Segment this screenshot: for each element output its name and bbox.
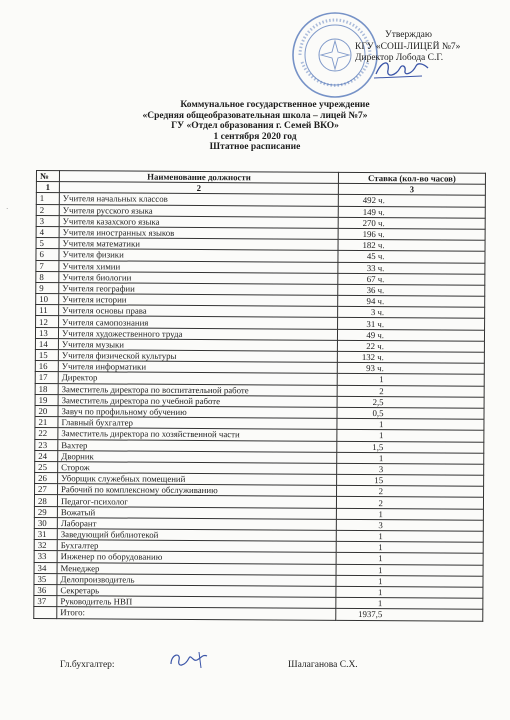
position-name: Главный бухгалтер: [58, 417, 337, 430]
rate-value: 1: [337, 374, 484, 386]
row-number: 17: [35, 372, 58, 383]
row-number: 27: [35, 484, 58, 495]
staff-schedule-table: [33, 170, 486, 621]
table-total-row: [34, 607, 483, 621]
rate-value: 1,5: [337, 441, 484, 453]
row-number: 31: [34, 528, 57, 539]
document-header: [0, 100, 510, 153]
column-header-number: №: [36, 171, 59, 182]
rate-value: 1: [337, 452, 484, 464]
position-name: Заведующий библиотекой: [57, 529, 336, 542]
rate-value: 0,5: [337, 407, 484, 419]
rate-value: 2,5: [337, 396, 484, 408]
rate-value: 45 ч.: [338, 251, 485, 263]
rate-value: 1: [336, 553, 483, 565]
rate-value: 31 ч.: [338, 318, 485, 330]
row-number: 36: [34, 584, 57, 595]
row-number: 18: [35, 383, 58, 394]
row-number: 33: [34, 551, 57, 562]
row-number: 24: [35, 450, 58, 461]
position-name: Сторож: [58, 462, 337, 475]
position-name: Учителя музыки: [58, 338, 337, 351]
row-number: 2: [36, 204, 59, 215]
row-number: 35: [34, 573, 57, 584]
position-name: Учителя химии: [59, 260, 338, 273]
header-institution-type: Коммунальное государственное учреждение: [180, 100, 370, 110]
rate-value: 49 ч.: [337, 329, 484, 341]
row-number: 6: [36, 249, 59, 260]
position-name: Завуч по профильному обучению: [58, 406, 337, 419]
header-date: 1 сентября 2020 год: [213, 131, 297, 142]
row-number: 1: [36, 193, 59, 204]
row-number: 10: [36, 294, 59, 305]
footer-accountant-label: Гл.бухгалтер:: [60, 660, 115, 670]
position-name: Учителя географии: [59, 283, 338, 296]
rate-value: 132 ч.: [337, 351, 484, 363]
total-value: 1937,5: [336, 609, 483, 621]
row-number: 23: [35, 439, 58, 450]
position-name: Учителя художественного труда: [58, 327, 337, 340]
row-number: 22: [35, 428, 58, 439]
row-number: 11: [36, 305, 59, 316]
position-name: Секретарь: [57, 585, 336, 598]
row-number: 19: [35, 394, 58, 405]
row-number: 14: [35, 338, 58, 349]
accountant-signature: [165, 648, 215, 674]
row-number: 32: [34, 540, 57, 551]
rate-value: 3 ч.: [338, 307, 485, 319]
approval-organization: КГУ «СОШ-ЛИЦЕЙ №7»: [355, 41, 461, 52]
row-number: 20: [35, 405, 58, 416]
row-number: 25: [35, 461, 58, 472]
rate-value: 33 ч.: [338, 262, 485, 274]
total-label: Итого:: [57, 607, 336, 620]
rate-value: 2: [336, 497, 483, 509]
position-name: Учителя математики: [59, 238, 338, 251]
position-name: Директор: [58, 372, 337, 385]
position-name: Менеджер: [57, 562, 336, 575]
rate-value: 1: [336, 564, 483, 576]
position-name: Учителя иностранных языков: [59, 227, 338, 240]
position-name: Учителя основы права: [59, 305, 338, 318]
column-header-position: Наименование должности: [59, 171, 338, 184]
position-name: Учителя казахского языка: [59, 215, 338, 228]
rate-value: 1: [337, 430, 484, 442]
row-number: 9: [36, 282, 59, 293]
rate-value: 196 ч.: [338, 228, 485, 240]
row-number: 34: [34, 562, 57, 573]
footer-accountant-name: Шалаганова С.Х.: [288, 660, 358, 670]
row-number: 29: [34, 506, 57, 517]
position-name: Учителя физики: [59, 249, 338, 262]
position-name: Учителя биологии: [59, 271, 338, 284]
column-number-1: 1: [36, 182, 59, 193]
approval-director: Директор Лобода С.Г.: [355, 53, 444, 63]
rate-value: 270 ч.: [338, 217, 485, 229]
row-number: 37: [34, 596, 57, 607]
position-name: Учителя начальных классов: [59, 193, 338, 206]
row-number: 5: [36, 238, 59, 249]
position-name: Руководитель НВП: [57, 596, 336, 609]
row-number: 13: [35, 327, 58, 338]
rate-value: 1: [336, 597, 483, 609]
position-name: Учителя информатики: [58, 361, 337, 374]
position-name: Вожатый: [57, 506, 336, 519]
rate-value: 149 ч.: [338, 206, 485, 218]
rate-value: 1: [337, 418, 484, 430]
position-name: Заместитель директора по хозяйственной части: [58, 428, 337, 441]
row-number: 8: [36, 271, 59, 282]
rate-value: 15: [337, 474, 484, 486]
row-number: 21: [35, 417, 58, 428]
position-name: Делопроизводитель: [57, 573, 336, 586]
position-name: Учителя русского языка: [59, 204, 338, 217]
rate-value: 1: [336, 508, 483, 520]
position-name: Рабочий по комплексному обслуживанию: [58, 484, 337, 497]
column-header-rate: Ставка (кол-во часов): [338, 172, 485, 184]
margin-mark: ·: [6, 205, 9, 213]
rate-value: 1: [336, 586, 483, 598]
rate-value: 93 ч.: [337, 363, 484, 375]
column-number-3: 3: [338, 184, 485, 196]
position-name: Учителя самопознания: [59, 316, 338, 329]
position-name: Вахтер: [58, 439, 337, 452]
column-number-2: 2: [59, 182, 338, 195]
position-name: Учителя истории: [59, 294, 338, 307]
position-name: Заместитель директора по учебной работе: [58, 394, 337, 407]
header-school-name: «Средняя общеобразовательная школа – лицей №7»: [142, 110, 368, 121]
rate-value: 1: [336, 575, 483, 587]
rate-value: 182 ч.: [338, 239, 485, 251]
rate-value: 2: [337, 486, 484, 498]
position-name: Лаборант: [57, 517, 336, 530]
rate-value: 36 ч.: [338, 284, 485, 296]
header-department: ГУ «Отдел образования г. Семей ВКО»: [171, 121, 339, 131]
position-name: Бухгалтер: [57, 540, 336, 553]
position-name: Инженер по оборудованию: [57, 551, 336, 564]
position-name: Заместитель директора по воспитательной работе: [58, 383, 337, 396]
director-signature: [372, 56, 432, 82]
row-number: 12: [36, 316, 59, 327]
row-number: 7: [36, 260, 59, 271]
rate-value: 67 ч.: [338, 273, 485, 285]
rate-value: 3: [337, 463, 484, 475]
rate-value: 2: [337, 385, 484, 397]
rate-value: 1: [336, 542, 483, 554]
approval-title: Утверждаю: [385, 30, 432, 40]
row-number: 4: [36, 226, 59, 237]
row-number: 15: [35, 349, 58, 360]
position-name: Уборщик служебных помещений: [58, 473, 337, 486]
rate-value: 492 ч.: [338, 195, 485, 207]
row-number: 3: [36, 215, 59, 226]
rate-value: 1: [336, 530, 483, 542]
rate-value: 22 ч.: [337, 340, 484, 352]
position-name: Дворник: [58, 450, 337, 463]
row-number: 30: [34, 517, 57, 528]
row-number: 28: [34, 495, 57, 506]
header-doc-title: Штатное расписание: [209, 142, 301, 152]
row-number: 26: [35, 473, 58, 484]
row-number: 16: [35, 361, 58, 372]
total-empty-cell: [34, 607, 57, 618]
rate-value: 3: [336, 519, 483, 531]
rate-value: 94 ч.: [338, 295, 485, 307]
position-name: Педагог-психолог: [57, 495, 336, 508]
position-name: Учителя физической культуры: [58, 350, 337, 363]
